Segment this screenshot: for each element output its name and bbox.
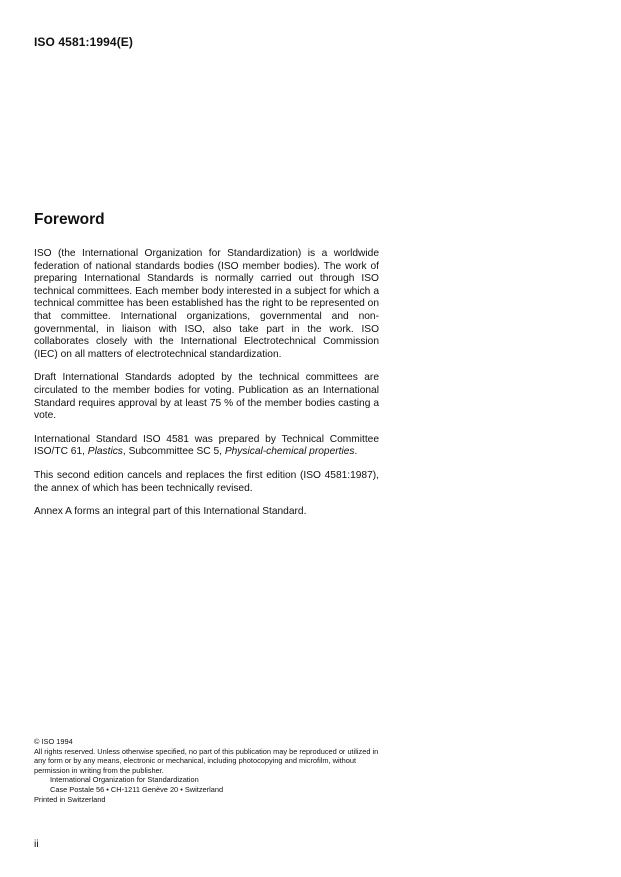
document-id: ISO 4581:1994(E) (34, 35, 133, 49)
rights-statement: All rights reserved. Unless otherwise specified, no part of this publication may be reproduced or utilized in any form or by any means, electronic or mechanical, including photocopying and microfilm, without permission in writing from the publisher. (34, 746, 379, 775)
foreword-paragraph-1: ISO (the International Organization for Standardization) is a worldwide federation of national standards bodies (ISO member bodies). The work of preparing International Standards is normally carried out through ISO technical committees. Each member body interested in a subject for which a technical committee has been established has the right to be represented on that committee. International organizations, governmental and non-governmental, in liaison with ISO, also take part in the work. ISO collaborates closely with the International Electrotechnical Commission (IEC) on all matters of electrotechnical standardization. (34, 248, 379, 360)
foreword-title: Foreword (34, 211, 105, 228)
foreword-paragraph-5: Annex A forms an integral part of this International Standard. (34, 506, 307, 518)
p3-properties: Physical-chemical properties (224, 446, 355, 458)
p3-part-c: , Subcommittee SC 5, (122, 446, 225, 458)
copyright-block (34, 737, 384, 804)
p3-plastics: Plastics (87, 446, 123, 458)
copyright-line: © ISO 1994 (34, 737, 73, 746)
foreword-paragraph-3 (34, 434, 379, 459)
organization-name: International Organization for Standardization (50, 775, 199, 785)
foreword-paragraph-4: This second edition cancels and replaces the first edition (ISO 4581:1987), the annex of which has been technically revised. (34, 469, 379, 494)
p3-part-e: . (354, 446, 358, 458)
organization-address: Case Postale 56 • CH-1211 Genève 20 • Switzerland (50, 784, 224, 794)
page-number: ii (34, 838, 39, 850)
foreword-body (34, 248, 379, 530)
foreword-paragraph-2: Draft International Standards adopted by the technical committees are circulated to the member bodies for voting. Publication as an International Standard requires approval by at least 75 % of the member bodies casting a vote. (34, 372, 379, 422)
p3-part-a: International Standard ISO 4581 was prepared by Technical Committee ISO/TC 61, (34, 433, 379, 458)
printed-in: Printed in Switzerland (34, 794, 106, 804)
